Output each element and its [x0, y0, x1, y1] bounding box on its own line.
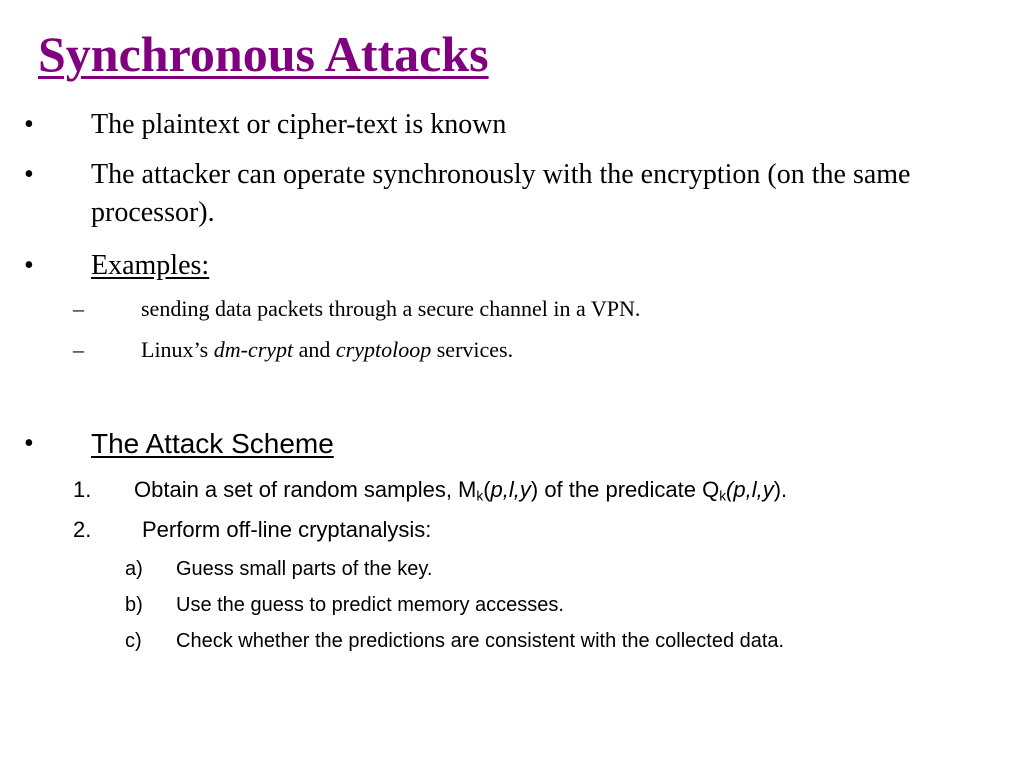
- example-suffix: services.: [431, 337, 514, 362]
- bullet-text: The plaintext or cipher-text is known: [91, 109, 507, 140]
- attack-scheme-heading: The Attack Scheme: [91, 428, 334, 459]
- substep-text: Check whether the predictions are consistent with the collected data.: [176, 630, 785, 652]
- bullet-marker: •: [24, 428, 34, 459]
- dm-crypt-term: dm-crypt: [213, 337, 294, 362]
- step-number: 2.: [73, 517, 92, 542]
- slide-title: Synchronous Attacks: [38, 26, 489, 82]
- scheme-step: [0, 475, 1024, 505]
- scheme-substep: [0, 628, 1024, 654]
- examples-heading: Examples:: [91, 250, 210, 281]
- predicate-args: (p,l,y: [726, 477, 774, 502]
- dash-marker: –: [73, 337, 84, 362]
- example-text: [141, 336, 513, 364]
- bullet-marker: •: [24, 109, 34, 140]
- dash-marker: –: [73, 296, 84, 321]
- step-prefix: Obtain a set of random samples, M: [134, 477, 477, 502]
- bullet-item: [0, 108, 1024, 142]
- sample-args: p,l,y: [490, 477, 531, 502]
- substep-text: Use the guess to predict memory accesses.: [176, 594, 564, 616]
- scheme-step: [0, 515, 1024, 545]
- substep-letter: a): [125, 558, 143, 580]
- bullet-text: The attacker can operate synchronously with the encryption (on the same processor).: [91, 159, 911, 228]
- substep-letter: b): [125, 594, 143, 616]
- step-number: 1.: [73, 477, 92, 502]
- bullet-marker: •: [24, 159, 34, 190]
- bullet-item: [0, 426, 1024, 462]
- example-prefix: Linux’s: [141, 337, 214, 362]
- substep-text: Guess small parts of the key.: [176, 558, 433, 580]
- subscript-k: k: [476, 488, 484, 504]
- substep-letter: c): [125, 630, 142, 652]
- example-item: [0, 295, 1024, 323]
- paren-open: (: [483, 477, 491, 502]
- scheme-substep: [0, 556, 1024, 582]
- example-text: sending data packets through a secure channel in a VPN.: [141, 296, 641, 321]
- step-middle: ) of the predicate Q: [530, 477, 720, 502]
- paren-close: ).: [773, 477, 788, 502]
- bullet-marker: •: [24, 250, 34, 281]
- example-middle: and: [293, 337, 336, 362]
- example-item: [0, 336, 1024, 364]
- subscript-k: k: [719, 488, 727, 504]
- scheme-substep: [0, 592, 1024, 618]
- step-text: [134, 475, 787, 505]
- bullet-item: [0, 249, 1024, 283]
- step-text: Perform off-line cryptanalysis:: [142, 517, 432, 542]
- bullet-item: [0, 156, 1024, 236]
- cryptoloop-term: cryptoloop: [335, 337, 432, 362]
